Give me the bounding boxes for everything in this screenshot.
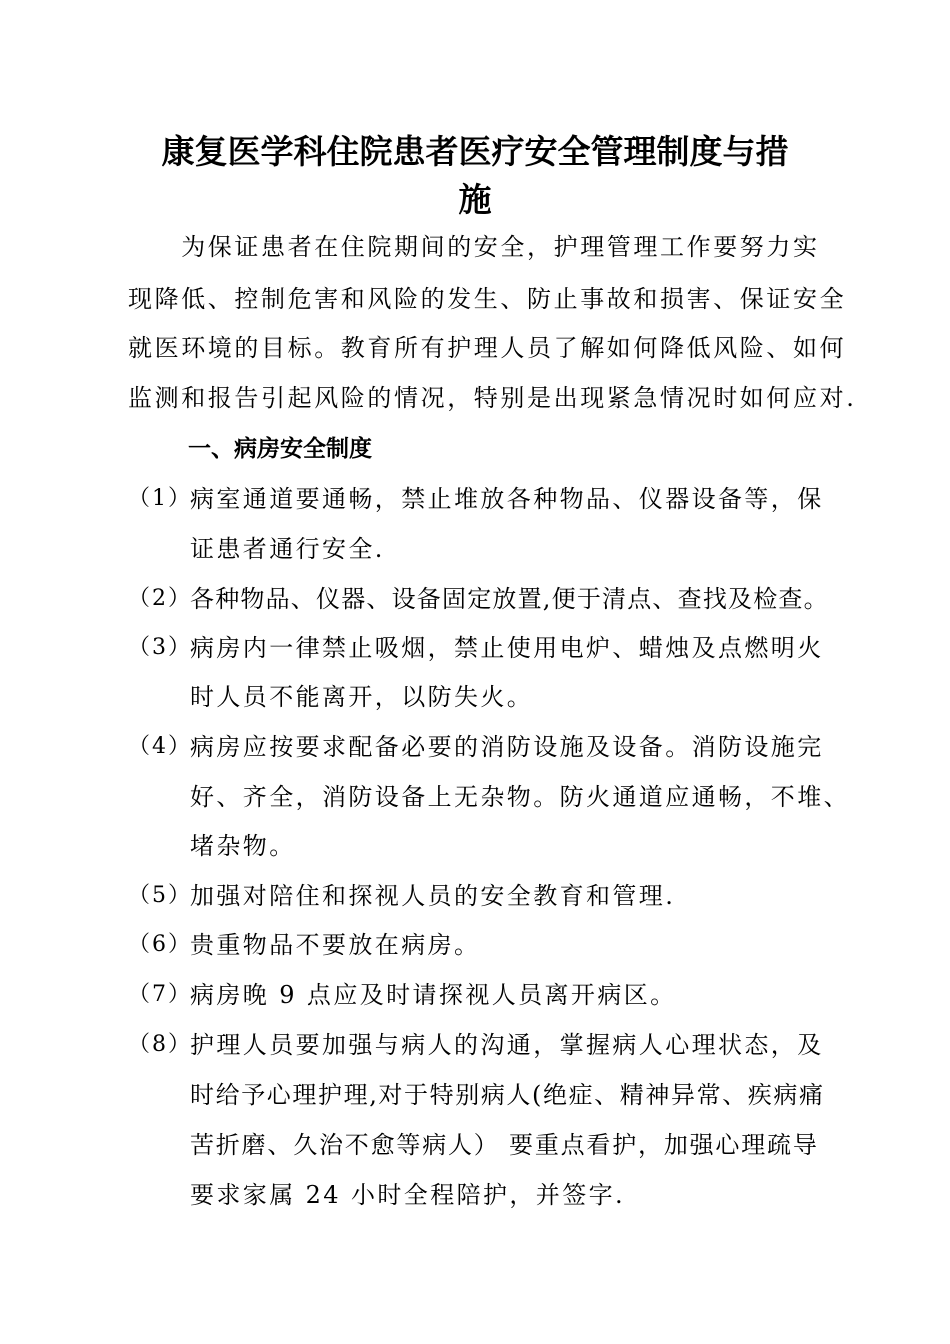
list-item-number: （4）	[128, 734, 192, 759]
list-item-text: 病室通道要通畅，禁止堆放各种物品、仪器设备等，保	[190, 485, 824, 513]
list-item-text: 病房应按要求配备必要的消防设施及设备。消防设施完	[190, 733, 824, 761]
list-item-number: （5）	[128, 883, 192, 908]
list-item-text: 证患者通行安全.	[190, 535, 385, 563]
list-item-text: 堵杂物。	[190, 832, 296, 860]
list-item-text: 要求家属 24 小时全程陪护，并签字.	[190, 1181, 626, 1209]
list-item-text: 病房内一律禁止吸烟，禁止使用电炉、蜡烛及点燃明火	[190, 634, 824, 662]
list-item-number: （7）	[128, 982, 192, 1007]
list-item-text: 时人员不能离开，以防失火。	[190, 683, 534, 711]
document-title-line-2: 施	[458, 180, 492, 219]
list-item-text: 贵重物品不要放在病房。	[190, 931, 481, 959]
list-item-text: 时给予心理护理,对于特别病人(绝症、精神异常、疾病痛	[190, 1081, 825, 1109]
list-item-number: （3）	[128, 635, 192, 660]
list-item-text: 各种物品、仪器、设备固定放置,便于清点、查找及检查。	[190, 585, 829, 613]
list-item-text: 好、齐全，消防设备上无杂物。防火通道应通畅，不堆、	[190, 783, 850, 811]
list-item-text: 病房晚 9 点应及时请探视人员离开病区。	[190, 981, 677, 1009]
list-item-number: （8）	[128, 1032, 192, 1057]
list-item-text: 护理人员要加强与病人的沟通，掌握病人心理状态，及	[190, 1031, 824, 1059]
list-item-text: 加强对陪住和探视人员的安全教育和管理.	[190, 882, 676, 910]
list-item-number: （6）	[128, 932, 192, 957]
intro-paragraph-line: 现降低、控制危害和风险的发生、防止事故和损害、保证安全	[128, 285, 847, 313]
list-item-text: 苦折磨、久治不愈等病人） 要重点看护，加强心理疏导	[190, 1131, 819, 1159]
list-item-number: （2）	[128, 586, 192, 611]
intro-paragraph-line: 为保证患者在住院期间的安全，护理管理工作要努力实	[128, 233, 820, 261]
intro-paragraph-line: 就医环境的目标。教育所有护理人员了解如何降低风险、如何	[128, 334, 847, 362]
section-heading: 一、病房安全制度	[188, 436, 372, 462]
document-title-line-1: 康复医学科住院患者医疗安全管理制度与措	[161, 132, 789, 171]
list-item-number: （1）	[128, 486, 192, 511]
intro-paragraph-line: 监测和报告引起风险的情况，特别是出现紧急情况时如何应对.	[128, 384, 857, 412]
